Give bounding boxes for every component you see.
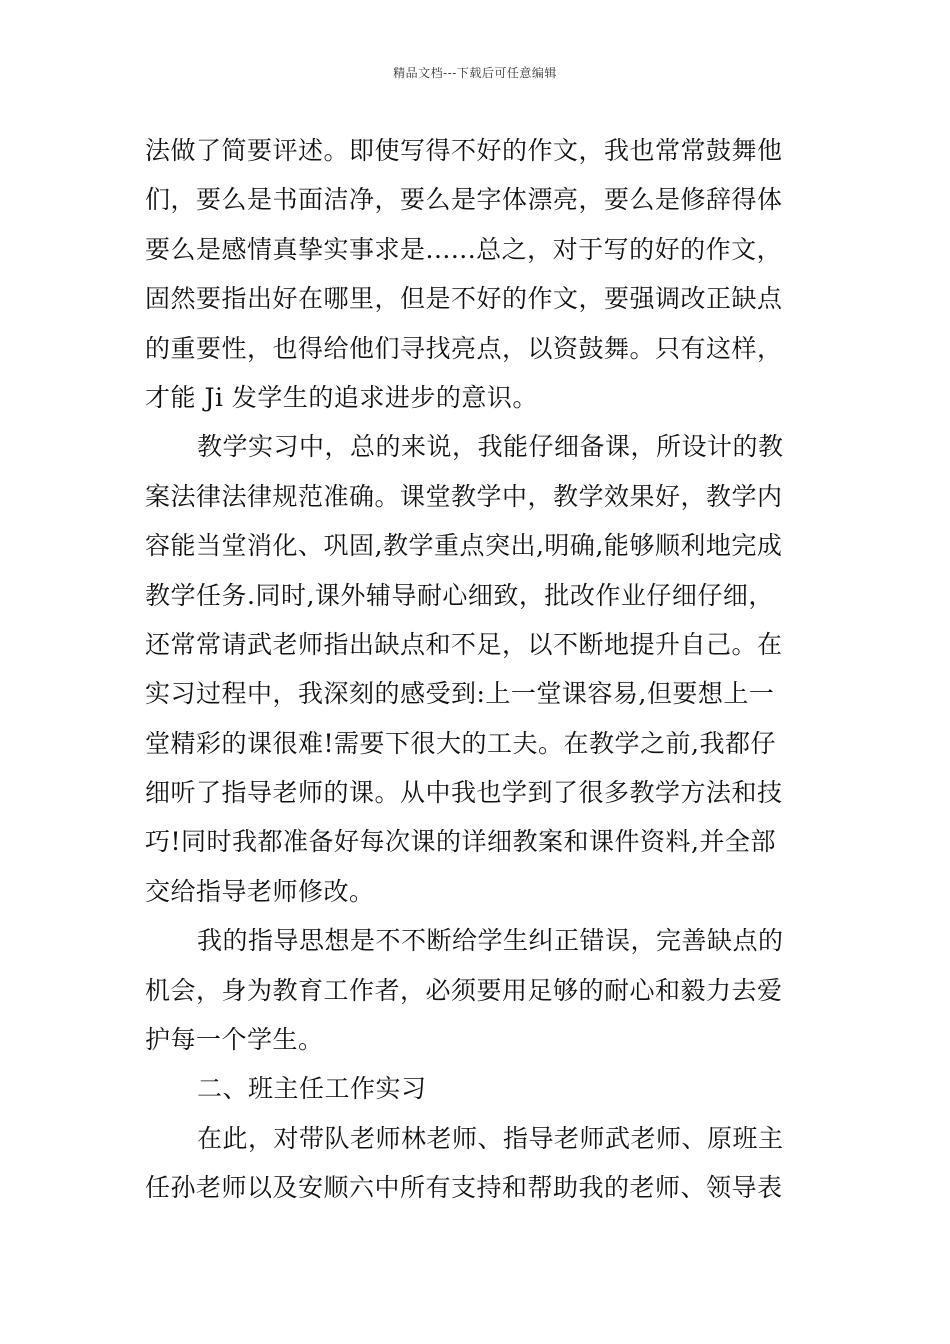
text-line: 二、班主任工作实习 (197, 1074, 427, 1104)
text-line: 案法律法律规范准确。课堂教学中，教学效果好，教学内 (145, 481, 783, 511)
paragraph (145, 126, 835, 422)
paragraph (145, 916, 835, 1064)
text-line: 容能当堂消化、巩固,教学重点突出,明确,能够顺利地完成 (145, 531, 783, 561)
page-header: 精品文档---下载后可任意编辑 (393, 66, 557, 80)
text-line: 的重要性，也得给他们寻找亮点，以资鼓舞。只有这样， (145, 333, 783, 363)
text-line: 我的指导思想是不不断给学生纠正错误，完善缺点的 (197, 926, 784, 956)
text-line: 法做了简要评述。即使写得不好的作文，我也常常鼓舞他 (145, 136, 783, 165)
text-line: 还常常请武老师指出缺点和不足，以不断地提升自己。在 (145, 629, 783, 659)
text-line: 在此，对带队老师林老师、指导老师武老师、原班主 (197, 1123, 784, 1153)
text-line: 教学实习中，总的来说，我能仔细备课，所设计的教 (197, 432, 784, 462)
paragraph (145, 1064, 835, 1113)
text-line: 护每一个学生。 (145, 1025, 324, 1055)
text-line: 任孙老师以及安顺六中所有支持和帮助我的老师、领导表 (145, 1173, 783, 1203)
paragraph (145, 1114, 835, 1213)
text-line: 才能 Ji 发学生的追求进步的意识。 (145, 382, 538, 412)
text-line: 细听了指导老师的课。从中我也学到了很多教学方法和技 (145, 778, 783, 808)
text-line: 交给指导老师修改。 (145, 876, 375, 906)
text-line: 固然要指出好在哪里，但是不好的作文，要强调改正缺点 (145, 284, 783, 314)
text-line: 们，要么是书面洁净，要么是字体漂亮，要么是修辞得体 (145, 185, 783, 215)
text-line: 实习过程中，我深刻的感受到:上一堂课容易,但要想上一 (145, 679, 775, 709)
text-line: 机会，身为教育工作者，必须要用足够的耐心和毅力去爱 (145, 975, 783, 1005)
text-line: 要么是感情真挚实事求是......总之，对于写的好的作文， (145, 234, 783, 264)
text-line: 堂精彩的课很难!需要下很大的工夫。在教学之前,我都仔 (145, 728, 776, 758)
text-line: 教学任务.同时,课外辅导耐心细致，批改作业仔细仔细， (145, 580, 774, 610)
paragraph (145, 422, 835, 916)
text-line: 巧!同时我都准备好每次课的详细教案和课件资料,并全部 (145, 827, 776, 857)
document-body (145, 126, 835, 1213)
